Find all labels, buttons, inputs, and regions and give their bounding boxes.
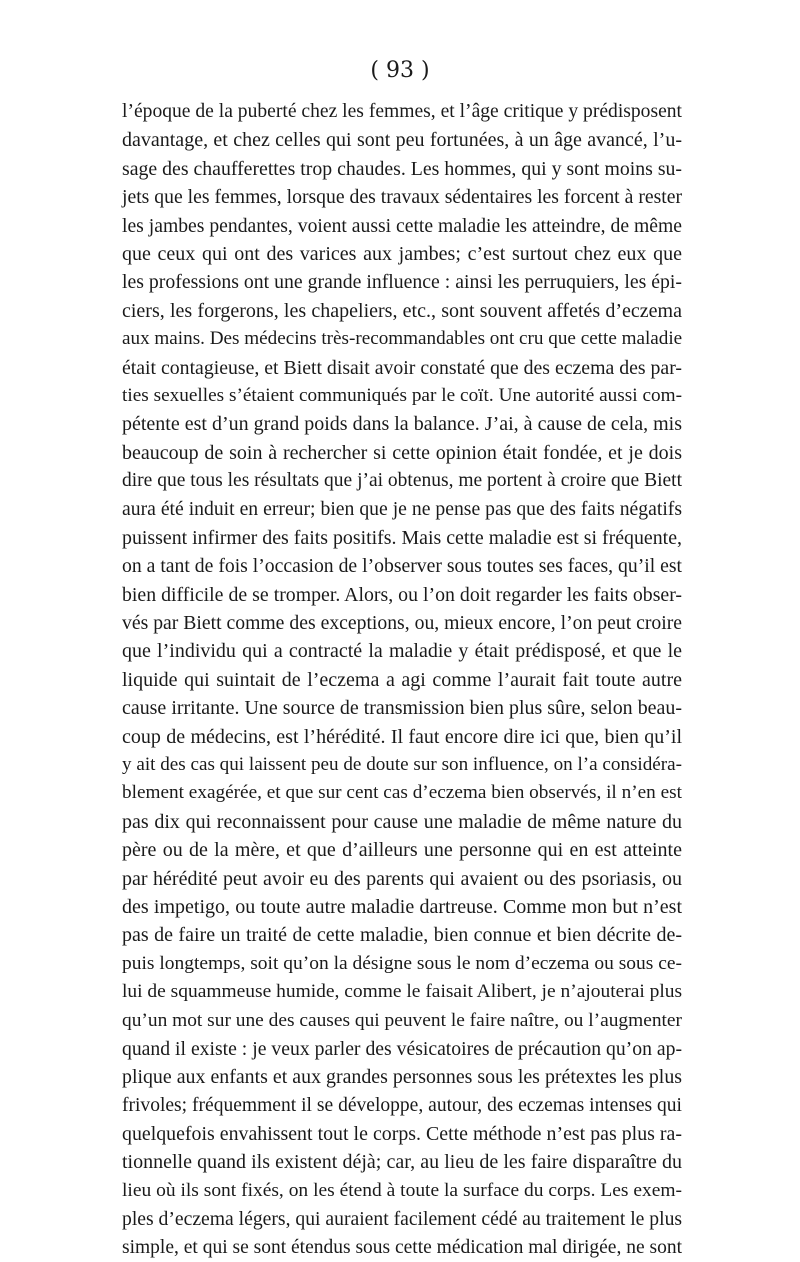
text-line: ples d’eczema légers, qui auraient facilement cédé au traitement le plus bbox=[122, 1208, 683, 1231]
text-line: pas de faire un traité de cette maladie, bien connue et bien décrite de- bbox=[122, 924, 682, 947]
text-line: pétente est d’un grand poids dans la balance. J’ai, à cause de cela, mis bbox=[122, 413, 682, 436]
text-line: pas dix qui reconnaissent pour cause une maladie de même nature du bbox=[122, 810, 682, 833]
text-line: père ou de la mère, et que d’ailleurs une personne qui en est atteinte bbox=[122, 839, 682, 862]
text-line: cause irritante. Une source de transmission bien plus sûre, selon beau- bbox=[122, 697, 682, 720]
text-line: les professions ont une grande influence : ainsi les perruquiers, les épi- bbox=[122, 271, 682, 294]
text-line: puis longtemps, soit qu’on la désigne sous le nom d’eczema ou sous ce- bbox=[122, 952, 682, 974]
text-line: beaucoup de soin à rechercher si cette opinion était fondée, et je dois bbox=[122, 441, 682, 464]
text-line: aux mains. Des médecins très-recommandables ont cru que cette maladie bbox=[122, 328, 683, 350]
text-line: lieu où ils sont fixés, on les étend à toute la surface du corps. Les exem- bbox=[122, 1179, 682, 1201]
text-line: l’époque de la puberté chez les femmes, et l’âge critique y prédisposent bbox=[122, 101, 682, 122]
text-line: bien difficile de se tromper. Alors, ou l’on doit regarder les faits obser- bbox=[122, 583, 682, 606]
page-number: ( 93 ) bbox=[370, 58, 430, 83]
body-text bbox=[122, 98, 682, 1262]
text-line: par hérédité peut avoir eu des parents qui avaient ou des psoriasis, ou bbox=[122, 867, 682, 890]
text-line: lui de squammeuse humide, comme le faisait Alibert, je n’ajouterai plus bbox=[122, 981, 683, 1003]
text-line: jets que les femmes, lorsque des travaux sédentaires les forcent à rester bbox=[122, 186, 682, 209]
text-line: plique aux enfants et aux grandes personnes sous les prétextes les plus bbox=[122, 1066, 682, 1089]
text-line: davantage, et chez celles qui sont peu fortunées, à un âge avancé, l’u- bbox=[122, 129, 682, 152]
text-line: qu’un mot sur une des causes qui peuvent le faire naître, ou l’augmenter bbox=[122, 1009, 682, 1031]
text-line: ties sexuelles s’étaient communiqués par le coït. Une autorité aussi com- bbox=[122, 384, 682, 406]
text-line: liquide qui suintait de l’eczema a agi comme l’aurait fait toute autre bbox=[122, 668, 682, 691]
text-line: y ait des cas qui laissent peu de doute sur son influence, on l’a considéra- bbox=[122, 753, 682, 775]
text-line: que l’individu qui a contracté la maladie y était prédisposé, et que le bbox=[122, 640, 682, 663]
text-line: coup de médecins, est l’hérédité. Il faut encore dire ici que, bien qu’il bbox=[122, 725, 682, 748]
text-line: on a tant de fois l’occasion de l’observer sous toutes ses faces, qu’il est bbox=[122, 555, 682, 578]
text-line: aura été induit en erreur; bien que je ne pense pas que des faits négatifs bbox=[122, 498, 682, 521]
text-line: les jambes pendantes, voient aussi cette maladie les atteindre, de même bbox=[122, 214, 682, 237]
text-line: simple, et qui se sont étendus sous cette médication mal dirigée, ne sont bbox=[122, 1236, 682, 1258]
text-line: blement exagérée, et que sur cent cas d’eczema bien observés, il n’en est bbox=[122, 782, 682, 804]
text-line: frivoles; fréquemment il se développe, autour, des eczemas intenses qui bbox=[122, 1094, 682, 1116]
text-line: tionnelle quand ils existent déjà; car, au lieu de les faire disparaître du bbox=[122, 1151, 682, 1174]
text-line: sage des chaufferettes trop chaudes. Les hommes, qui y sont moins su- bbox=[122, 157, 682, 180]
text-line: des impetigo, ou toute autre maladie dartreuse. Comme mon but n’est bbox=[122, 895, 682, 918]
text-line: puissent infirmer des faits positifs. Mais cette maladie est si fréquente, bbox=[122, 526, 682, 549]
text-line: ciers, les forgerons, les chapeliers, etc., sont souvent affetés d’eczema bbox=[122, 299, 682, 322]
text-line: était contagieuse, et Biett disait avoir constaté que des eczema des par- bbox=[122, 356, 682, 379]
text-line: que ceux qui ont des varices aux jambes; c’est surtout chez eux que bbox=[122, 242, 682, 265]
text-line: dire que tous les résultats que j’ai obtenus, me portent à croire que Biett bbox=[122, 470, 682, 492]
text-line: quelquefois envahissent tout le corps. Cette méthode n’est pas plus ra- bbox=[122, 1123, 682, 1146]
text-line: quand il existe : je veux parler des vésicatoires de précaution qu’on ap- bbox=[122, 1037, 682, 1060]
text-line: vés par Biett comme des exceptions, ou, mieux encore, l’on peut croire bbox=[122, 612, 682, 635]
